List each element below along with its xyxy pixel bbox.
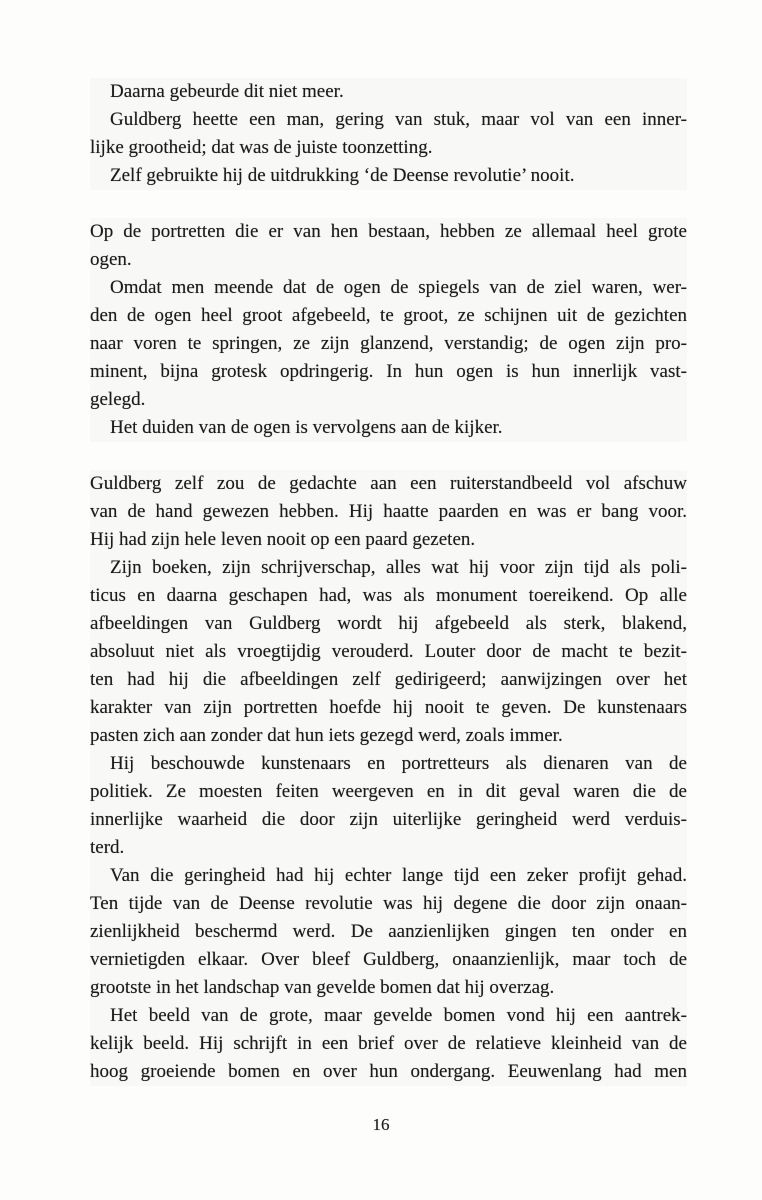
text-line-content: absoluut niet als vroegtijdig verouderd. Louter door de macht te bezit- — [90, 641, 687, 662]
text-line-content: grootste in het landschap van gevelde bomen dat hij overzag. — [90, 977, 555, 998]
text-line — [90, 918, 687, 946]
text-line — [90, 134, 687, 162]
text-line — [90, 1058, 687, 1086]
text-line — [90, 722, 687, 750]
text-line-content: gelegd. — [90, 389, 146, 410]
text-line — [90, 946, 687, 974]
text-line — [90, 554, 687, 582]
text-line-content: ticus en daarna geschapen had, was als monument toereikend. Op alle — [90, 585, 687, 606]
text-line — [90, 974, 687, 1002]
text-line-content: ogen. — [90, 249, 132, 270]
text-line-content: Op de portretten die er van hen bestaan, hebben ze allemaal heel grote — [90, 221, 687, 242]
text-line — [90, 638, 687, 666]
text-line-content: kelijk beeld. Hij schrijft in een brief over de relatieve kleinheid van de — [90, 1033, 687, 1054]
text-line — [90, 778, 687, 806]
text-line-content: Het beeld van de grote, maar gevelde bomen vond hij een aantrek- — [110, 1005, 687, 1026]
text-line-content: innerlijke waarheid die door zijn uiterlijke geringheid werd verduis- — [90, 809, 687, 830]
text-line-content: Omdat men meende dat de ogen de spiegels van de ziel waren, wer- — [110, 277, 687, 298]
body-text — [90, 78, 687, 1086]
text-line-content: minent, bijna grotesk opdringerig. In hun ogen is hun innerlijk vast- — [90, 361, 687, 382]
text-line — [90, 302, 687, 330]
text-line — [90, 694, 687, 722]
text-line-content: lijke grootheid; dat was de juiste toonzetting. — [90, 137, 433, 158]
text-line-content: ten had hij die afbeeldingen zelf gedirigeerd; aanwijzingen over het — [90, 669, 687, 690]
text-line-content: terd. — [90, 837, 125, 858]
text-line-content: pasten zich aan zonder dat hun iets gezegd werd, zoals immer. — [90, 725, 563, 746]
text-line — [90, 358, 687, 386]
text-line — [90, 750, 687, 778]
text-line — [90, 582, 687, 610]
text-line — [90, 274, 687, 302]
text-line — [90, 1030, 687, 1058]
text-line-content: Zelf gebruikte hij de uitdrukking ‘de Deense revolutie’ nooit. — [110, 165, 575, 186]
text-line-content: vernietigden elkaar. Over bleef Guldberg, onaanzienlijk, maar toch de — [90, 949, 687, 970]
text-line — [90, 470, 687, 498]
text-line-content: Zijn boeken, zijn schrijverschap, alles wat hij voor zijn tijd als poli- — [110, 557, 687, 578]
text-line-content: afbeeldingen van Guldberg wordt hij afgebeeld als sterk, blakend, — [90, 613, 687, 634]
text-line — [90, 526, 687, 554]
text-line-content: zienlijkheid beschermd werd. De aanzienlijken gingen ten onder en — [90, 921, 687, 942]
text-line-content: Van die geringheid had hij echter lange tijd een zeker profijt gehad. — [110, 865, 687, 886]
text-line — [90, 414, 687, 442]
text-line-content: Ten tijde van de Deense revolutie was hij degene die door zijn onaan- — [90, 893, 687, 914]
section-break — [90, 442, 687, 470]
text-line-content: politiek. Ze moesten feiten weergeven en in dit geval waren die de — [90, 781, 687, 802]
text-line-content: Hij beschouwde kunstenaars en portretteurs als dienaren van de — [110, 753, 687, 774]
text-line-content: Guldberg heette een man, gering van stuk, maar vol van een inner- — [110, 109, 687, 130]
text-line — [90, 162, 687, 190]
text-line-content: Guldberg zelf zou de gedachte aan een ruiterstandbeeld vol afschuw — [90, 473, 687, 494]
text-line — [90, 106, 687, 134]
text-line-content: van de hand gewezen hebben. Hij haatte paarden en was er bang voor. — [90, 501, 687, 522]
text-line-content: den de ogen heel groot afgebeeld, te groot, ze schijnen uit de gezichten — [90, 305, 687, 326]
text-line — [90, 498, 687, 526]
text-line — [90, 862, 687, 890]
text-line — [90, 78, 687, 106]
text-line — [90, 246, 687, 274]
text-line — [90, 890, 687, 918]
text-line-content: naar voren te springen, ze zijn glanzend, verstandig; de ogen zijn pro- — [90, 333, 687, 354]
text-line — [90, 806, 687, 834]
text-line — [90, 330, 687, 358]
text-line-content: Daarna gebeurde dit niet meer. — [110, 81, 344, 102]
page-number: 16 — [372, 1115, 390, 1134]
text-line — [90, 834, 687, 862]
text-line — [90, 666, 687, 694]
text-line-content: Hij had zijn hele leven nooit op een paard gezeten. — [90, 529, 476, 550]
text-line — [90, 386, 687, 414]
text-line-content: hoog groeiende bomen en over hun ondergang. Eeuwenlang had men — [90, 1061, 687, 1082]
section-break — [90, 190, 687, 218]
text-line — [90, 218, 687, 246]
text-line — [90, 610, 687, 638]
text-line-content: karakter van zijn portretten hoefde hij nooit te geven. De kunstenaars — [90, 697, 687, 718]
text-line-content: Het duiden van de ogen is vervolgens aan de kijker. — [110, 417, 503, 438]
text-line — [90, 1002, 687, 1030]
